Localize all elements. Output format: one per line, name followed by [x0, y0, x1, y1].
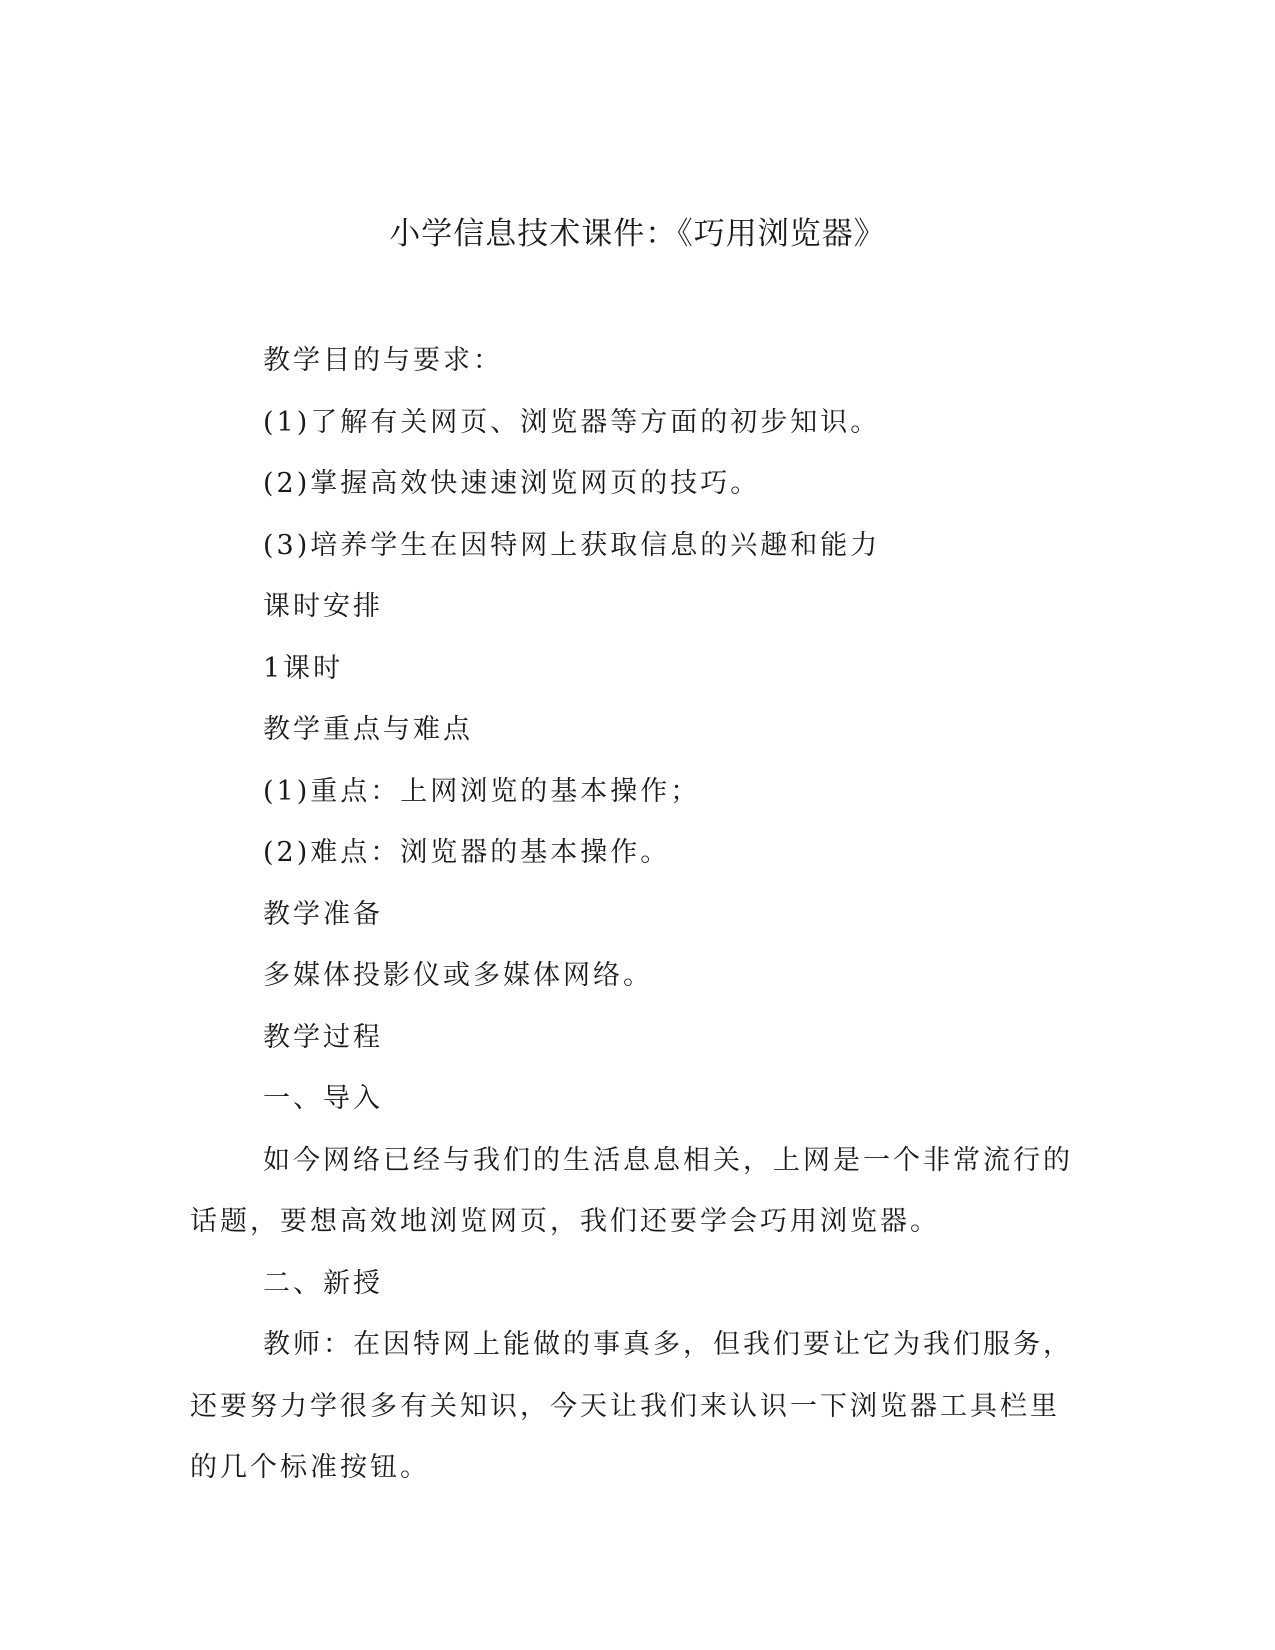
paragraph-objective-1: (1)了解有关网页、浏览器等方面的初步知识。 [263, 406, 881, 438]
paragraph-focus-heading: 教学重点与难点 [263, 714, 473, 745]
paragraph-schedule-heading: 课时安排 [263, 591, 383, 622]
paragraph-process-heading: 教学过程 [263, 1021, 383, 1053]
paragraph-objectives-heading: 教学目的与要求： [263, 345, 503, 376]
paragraph-focus-2: (2)难点：浏览器的基本操作。 [263, 837, 671, 868]
paragraph-intro-text: 如今网络已经与我们的生活息息相关，上网是一个非常流行的话题，要想高效地浏览网页，我们还要学会巧用浏览器。 [190, 1144, 1073, 1237]
paragraph-section-intro: 一、导入 [263, 1083, 383, 1114]
paragraph-teacher-text: 教师：在因特网上能做的事真多，但我们要让它为我们服务，还要努力学很多有关知识，今天让我们来认识一下浏览器工具栏里的几个标准按钮。 [190, 1329, 1073, 1483]
document-title: 小学信息技术课件：《巧用浏览器》 [389, 216, 886, 252]
document-body [190, 330, 1080, 1499]
paragraph-schedule-value: 1课时 [263, 652, 344, 684]
paragraph-objective-3: (3)培养学生在因特网上获取信息的兴趣和能力 [263, 529, 881, 561]
paragraph-objective-2: (2)掌握高效快速速浏览网页的技巧。 [263, 468, 761, 499]
paragraph-preparation-heading: 教学准备 [263, 898, 383, 930]
paragraph-section-new: 二、新授 [263, 1267, 383, 1299]
paragraph-focus-1: (1)重点：上网浏览的基本操作； [263, 775, 701, 807]
paragraph-preparation-value: 多媒体投影仪或多媒体网络。 [263, 960, 653, 991]
